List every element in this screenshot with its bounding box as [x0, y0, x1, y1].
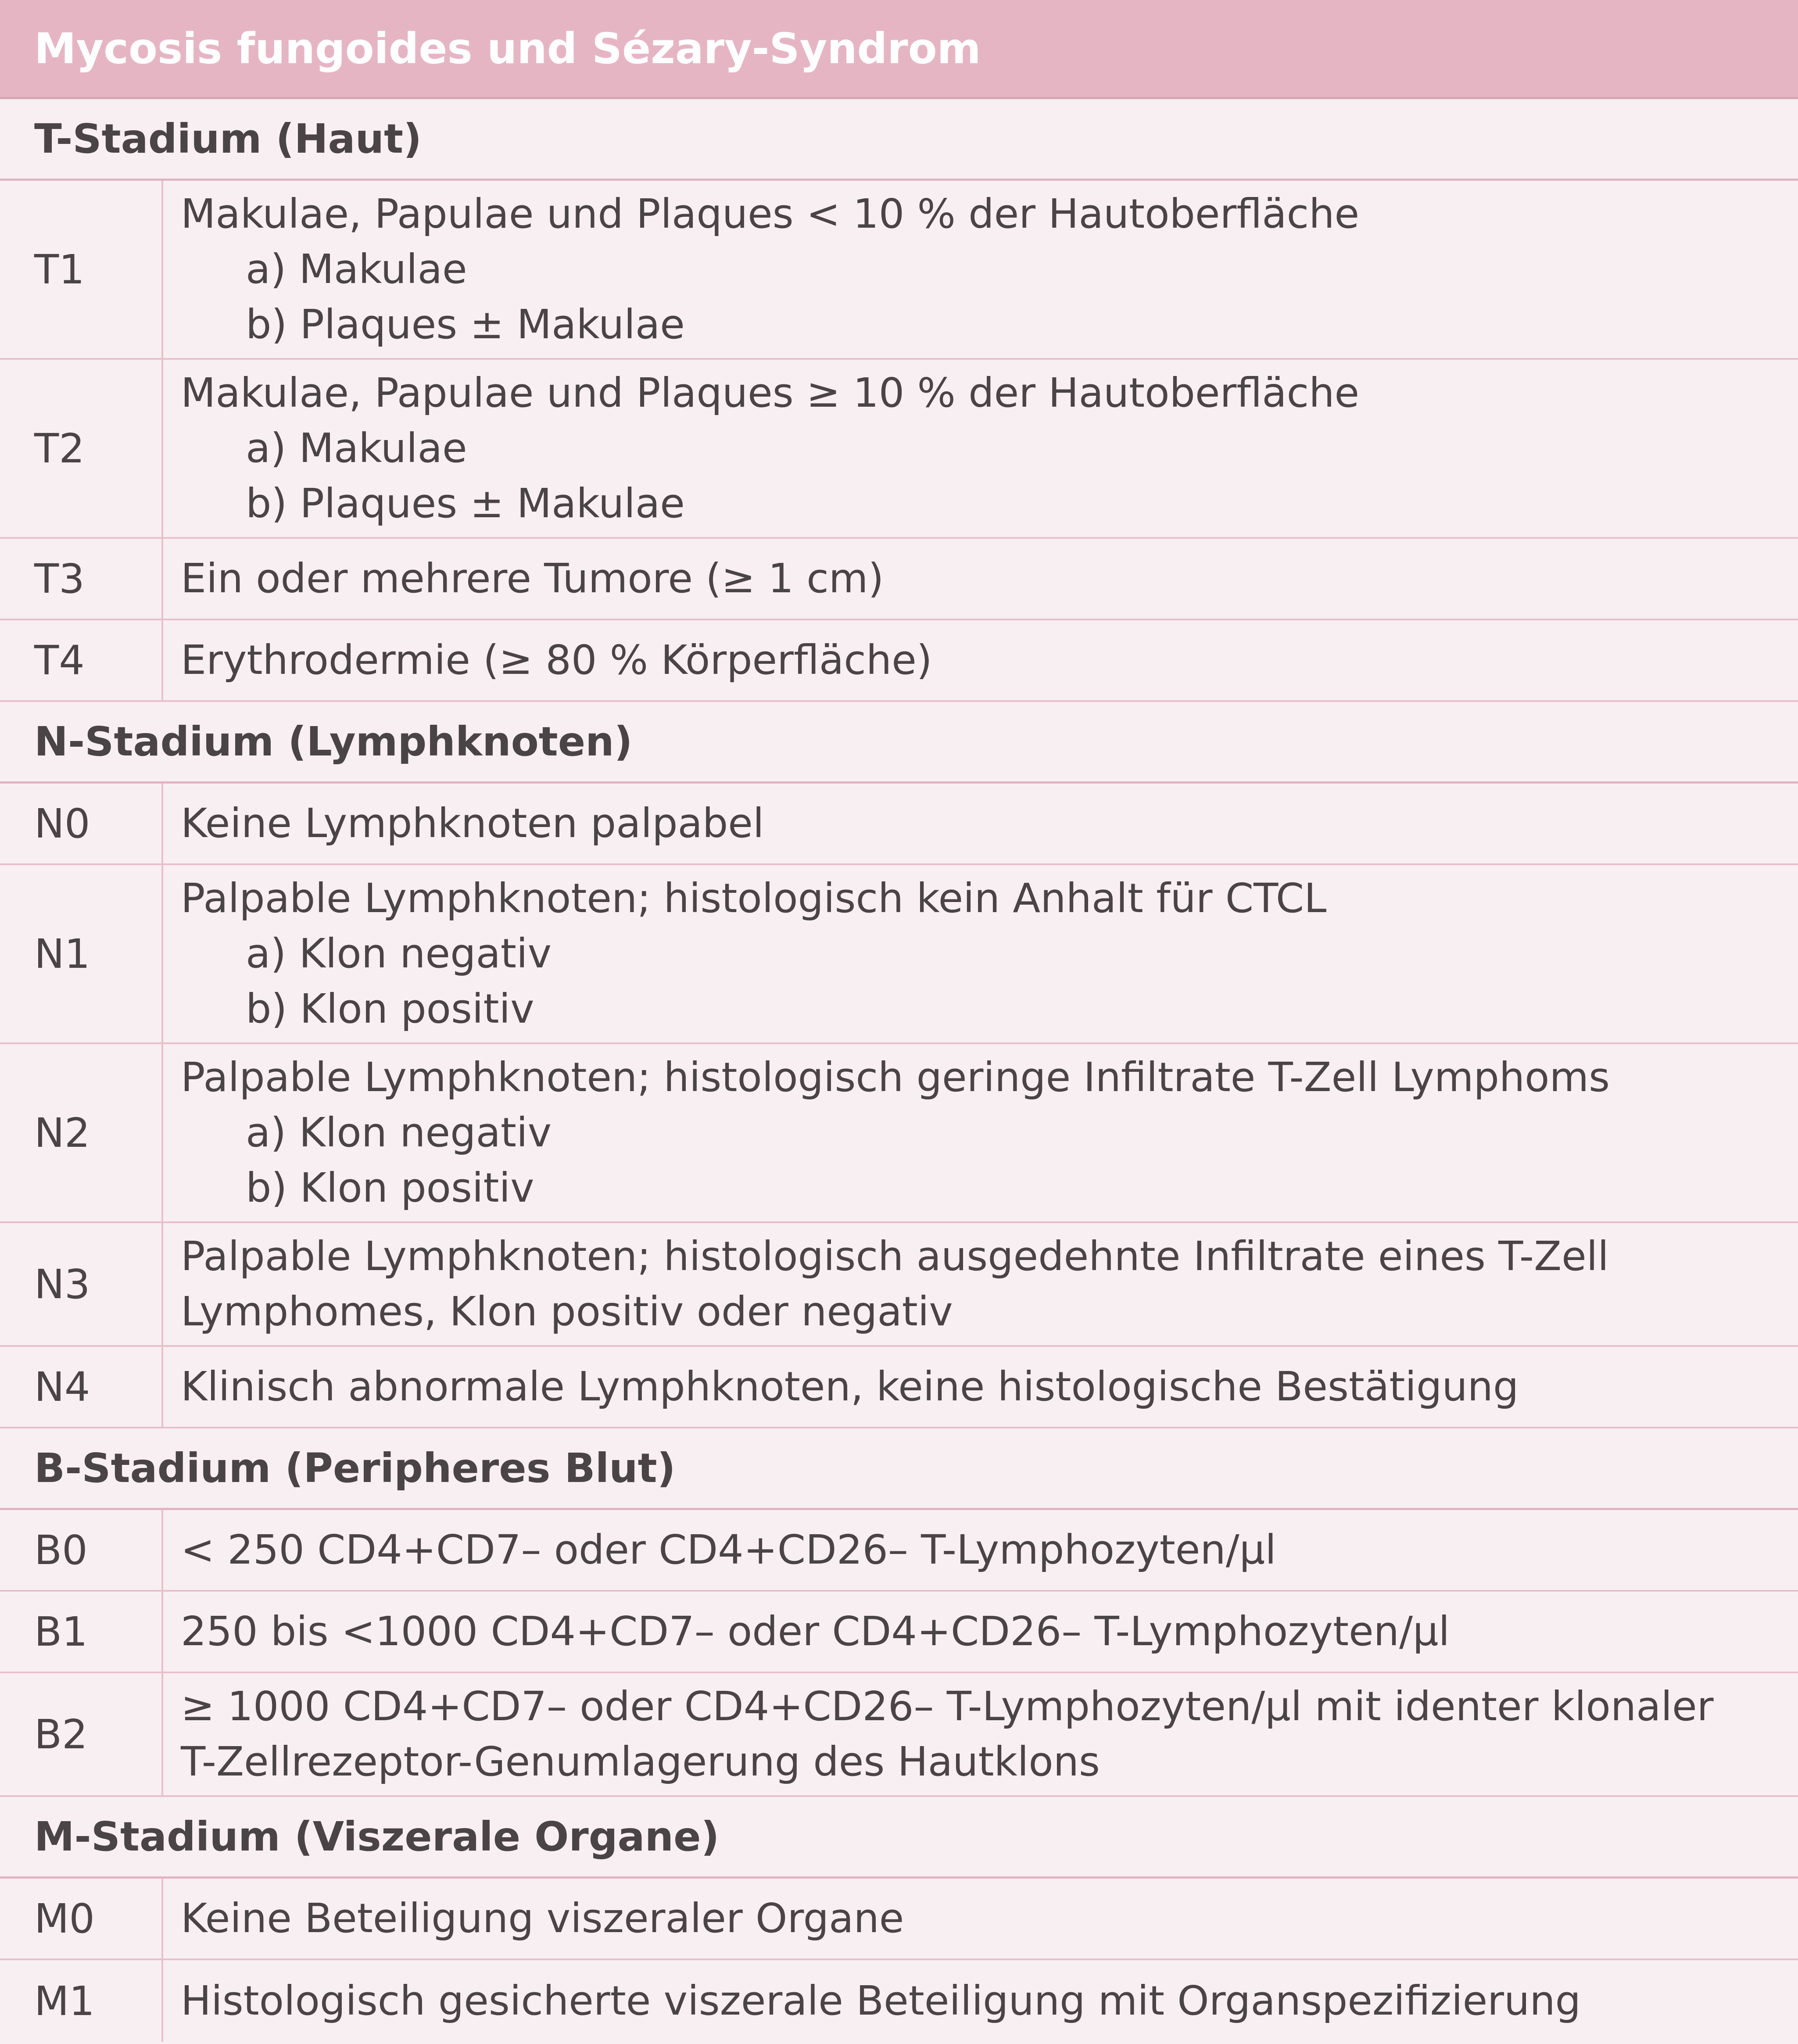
stage-description — [163, 539, 1798, 619]
table-row — [0, 1347, 1798, 1428]
description-text: Klinisch abnormale Lymphknoten, keine histologische Bestätigung — [181, 1363, 1519, 1410]
table-row — [0, 539, 1798, 620]
table-row — [0, 1223, 1798, 1347]
stage-description — [163, 360, 1798, 537]
section-heading-m: M-Stadium (Viszerale Organe) — [0, 1797, 1798, 1879]
stage-description — [163, 784, 1798, 863]
sub-item: b) Klon positiv — [246, 1164, 534, 1211]
stage-description — [163, 865, 1798, 1042]
stage-code: B0 — [0, 1510, 163, 1590]
stage-code: N1 — [0, 865, 163, 1042]
description-text-continued: T-Zellrezeptor-Genumlagerung des Hautklons — [181, 1738, 1100, 1785]
table-row — [0, 1960, 1798, 2042]
table-title: Mycosis fungoides und Sézary-Syndrom — [0, 0, 1798, 99]
stage-description — [163, 1223, 1798, 1345]
table-row — [0, 181, 1798, 360]
stage-description — [163, 1879, 1798, 1958]
stage-description — [163, 1510, 1798, 1590]
description-text: Keine Beteiligung viszeraler Organe — [181, 1895, 904, 1942]
description-text: Palpable Lymphknoten; histologisch geringe Infiltrate T-Zell Lymphoms — [181, 1054, 1610, 1101]
sub-item: b) Plaques ± Makulae — [246, 480, 685, 527]
description-text: Palpable Lymphknoten; histologisch ausgedehnte Infiltrate eines T-Zell — [181, 1233, 1609, 1280]
section-heading-t: T-Stadium (Haut) — [0, 99, 1798, 181]
table-row — [0, 1592, 1798, 1673]
table-row — [0, 1510, 1798, 1592]
description-text: 250 bis <1000 CD4+CD7– oder CD4+CD26– T-Lymphozyten/µl — [181, 1608, 1450, 1655]
description-text: Makulae, Papulae und Plaques < 10 % der Hautoberfläche — [181, 190, 1360, 237]
description-text: Palpable Lymphknoten; histologisch kein Anhalt für CTCL — [181, 875, 1327, 922]
stage-description — [163, 620, 1798, 700]
section-heading-b: B-Stadium (Peripheres Blut) — [0, 1428, 1798, 1510]
table-row — [0, 360, 1798, 539]
table-row — [0, 865, 1798, 1044]
stage-code: T4 — [0, 620, 163, 700]
stage-code: N4 — [0, 1347, 163, 1427]
sub-item: a) Klon negativ — [246, 1109, 552, 1156]
table-row — [0, 1044, 1798, 1223]
stage-code: B2 — [0, 1673, 163, 1795]
description-text: ≥ 1000 CD4+CD7– oder CD4+CD26– T-Lymphozyten/µl mit identer klonaler — [181, 1683, 1714, 1730]
sub-item: b) Plaques ± Makulae — [246, 301, 685, 348]
stage-code: N3 — [0, 1223, 163, 1345]
description-text-continued: Lymphomes, Klon positiv oder negativ — [181, 1288, 953, 1335]
stage-code: T3 — [0, 539, 163, 619]
stage-description — [163, 1960, 1798, 2042]
stage-code: M1 — [0, 1960, 163, 2042]
table-row — [0, 1879, 1798, 1960]
sub-item: a) Makulae — [246, 246, 467, 293]
stage-description — [163, 1592, 1798, 1672]
stage-code: B1 — [0, 1592, 163, 1672]
stage-code: N2 — [0, 1044, 163, 1221]
description-text: Erythrodermie (≥ 80 % Körperfläche) — [181, 637, 932, 684]
stage-description — [163, 1044, 1798, 1221]
sub-item: b) Klon positiv — [246, 985, 534, 1032]
table-row — [0, 1673, 1798, 1797]
description-text: Keine Lymphknoten palpabel — [181, 800, 764, 847]
stage-description — [163, 1673, 1798, 1795]
table-row — [0, 620, 1798, 702]
sub-item: a) Klon negativ — [246, 930, 552, 977]
description-text: Ein oder mehrere Tumore (≥ 1 cm) — [181, 555, 884, 602]
description-text: < 250 CD4+CD7– oder CD4+CD26– T-Lymphozyten/µl — [181, 1526, 1276, 1573]
table-row — [0, 784, 1798, 865]
stage-code: T1 — [0, 181, 163, 358]
stage-description — [163, 1347, 1798, 1427]
stage-description — [163, 181, 1798, 358]
sub-item: a) Makulae — [246, 425, 467, 472]
section-heading-n: N-Stadium (Lymphknoten) — [0, 702, 1798, 784]
stage-code: N0 — [0, 784, 163, 863]
stage-code: M0 — [0, 1879, 163, 1958]
description-text: Histologisch gesicherte viszerale Beteiligung mit Organspezifizierung — [181, 1977, 1581, 2024]
description-text: Makulae, Papulae und Plaques ≥ 10 % der Hautoberfläche — [181, 369, 1360, 416]
stage-code: T2 — [0, 360, 163, 537]
